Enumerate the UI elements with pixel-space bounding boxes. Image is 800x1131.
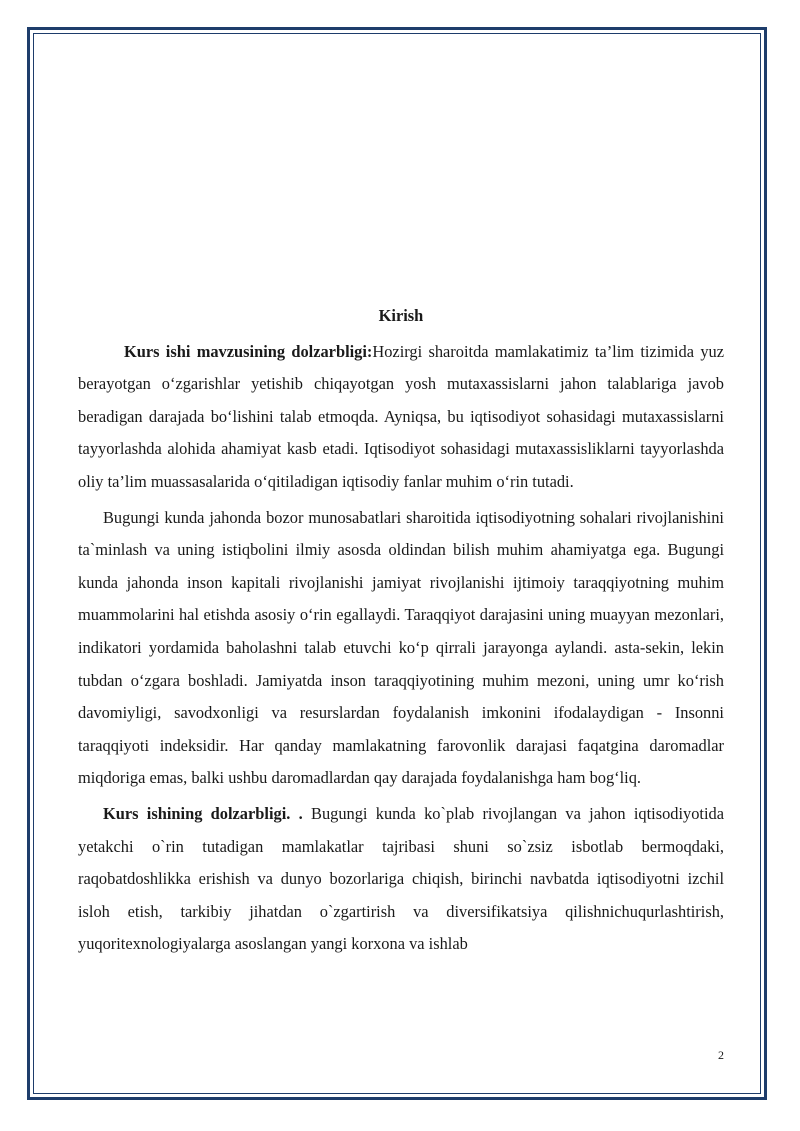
- paragraph-text: Bugungi kunda ko`plab rivojlangan va jahon iqtisodiyotida yetakchi o`rin tutadigan mamlakatlar tajribasi shuni so`zsiz isbotlab bermoqdaki, raqobatdoshlikka erishish va dunyo bozorlariga chiqish, birinchi navbatda iqtisodiyotni izchil isloh etish, tarkibiy jihatdan o`zgartirish va diversifikatsiya qilishnichuqurlashtirish, yuqoritexnologiyalarga asoslangan yangi korxona va ishlab: [78, 803, 724, 954]
- paragraph-text: Hozirgi sharoitda mamlakatimiz ta’lim tizimida yuz berayotgan o‘zgarishlar yetishib chiqayotgan yosh mutaxassislarni jahon talablariga javob beradigan darajada bo‘lishini talab etmoqda. Ayniqsa, bu iqtisodiyot sohasidagi mutaxassislarni tayyorlashda alohida ahamiyat kasb etadi. Iqtisodiyot sohasidagi mutaxassisliklarni tayyorlashda oliy ta’lim muassasalarida o‘qitiladigan iqtisodiy fanlar muhim o‘rin tutadi.: [78, 341, 724, 491]
- section-heading: Kirish: [378, 306, 424, 325]
- paragraph-course-relevance: [78, 798, 724, 961]
- paragraph-relevance-intro: [78, 336, 724, 499]
- paragraph-text: Bugungi kunda jahonda bozor munosabatlari sharoitida iqtisodiyotning sohalari rivojlanishini ta`minlash va uning istiqbolini ilmiy asosda oldindan bilish muhim ahamiyatga ega. Bugungi kunda jahonda inson kapitali rivojlanishi jamiyat rivojlanishi ijtimoiy taraqqiyotning muhim muammolarini hal etishda asosiy o‘rin egallaydi. Taraqqiyot darajasini uning muayyan mezonlari, indikatori yordamida baholashni talab etuvchi ko‘p qirrali jarayonga aylandi. asta-sekin, lekin tubdan o‘zgara boshladi. Jamiyatda inson taraqqiyotining muhim mezoni, uning umr ko‘rish davomiyligi, savodxonligi va resurslardan foydalanish imkonini ifodalaydigan - Insonni taraqqiyoti indeksidir. Har qanday mamlakatning farovonlik darajasi faqatgina daromadlar miqdoriga emas, balki ushbu daromadlardan qay darajada foydalanishga ham bog‘liq.: [78, 507, 724, 788]
- paragraph-lead: Kurs ishi mavzusining dolzarbligi:: [124, 341, 373, 361]
- document-body: [78, 300, 724, 964]
- paragraph-lead: Kurs ishining dolzarbligi. .: [103, 803, 303, 823]
- paragraph-human-capital: [78, 502, 724, 795]
- page-number: 2: [718, 1048, 724, 1062]
